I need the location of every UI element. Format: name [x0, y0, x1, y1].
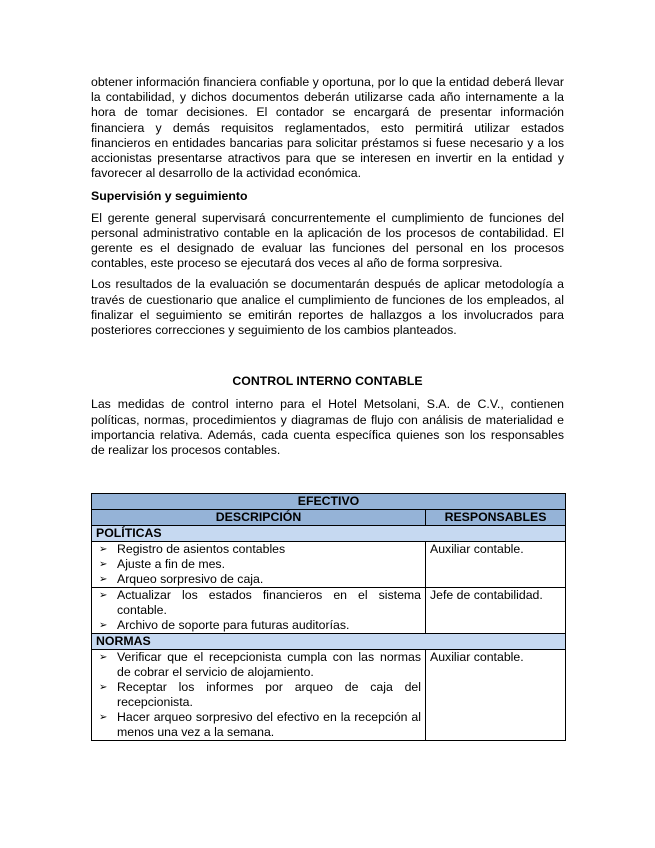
section-title: POLÍTICAS	[92, 526, 566, 542]
list-item	[96, 542, 421, 557]
table-title-row	[92, 494, 566, 510]
description-list	[96, 588, 421, 633]
arrow-bullet-icon: ➢	[99, 590, 108, 602]
description-cell	[92, 542, 426, 588]
arrow-bullet-icon: ➢	[99, 559, 108, 571]
section-title: NORMAS	[92, 634, 566, 650]
description-cell	[92, 588, 426, 634]
list-item-text: Registro de asientos contables	[117, 542, 286, 557]
supervision-paragraph-2: Los resultados de la evaluación se documentarán después de aplicar metodología a través de cuestionario que analice el cumplimiento de funciones de los empleados, al finalizar el seguimiento se emitirán reportes de hallazgos a los involucrados para posteriores correcciones y seguimiento de los cambios planteados.	[91, 277, 564, 338]
list-item-text: Hacer arqueo sorpresivo del efectivo en la recepción al menos una vez a la semana.	[117, 710, 421, 740]
column-header-descripcion: DESCRIPCIÓN	[92, 510, 426, 526]
control-interno-paragraph: Las medidas de control interno para el Hotel Metsolani, S.A. de C.V., contienen políticas, normas, procedimientos y diagramas de flujo con análisis de materialidad e importancia relativa. Además, cada cuenta específica quienes son los responsables de realizar los procesos contables.	[91, 397, 564, 458]
responsable-cell: Auxiliar contable.	[426, 650, 566, 741]
list-item-text: Archivo de soporte para futuras auditorías.	[117, 618, 350, 633]
responsable-cell: Auxiliar contable.	[426, 542, 566, 588]
list-item-text: Receptar los informes por arqueo de caja del recepcionista.	[117, 680, 421, 710]
table-row	[92, 542, 566, 588]
efectivo-table	[91, 493, 566, 741]
list-item	[96, 710, 421, 740]
description-cell	[92, 650, 426, 741]
intro-paragraph: obtener información financiera confiable y oportuna, por lo que la entidad deberá llevar la contabilidad, y dichos documentos deberán utilizarse cada año internamente a la hora de tomar decisiones. El contador se encargará de presentar información financiera y demás requisitos reglamentados, esto permitirá utilizar estados financieros en entidades bancarias para solicitar préstamos si fuese necesario y a los accionistas presentarse atractivos para que se interesen en invertir en la entidad y favorecer al desarrollo de la actividad económica.	[91, 75, 564, 181]
responsable-cell: Jefe de contabilidad.	[426, 588, 566, 634]
list-item	[96, 572, 421, 587]
arrow-bullet-icon: ➢	[99, 574, 108, 586]
table-section-row	[92, 526, 566, 542]
arrow-bullet-icon: ➢	[99, 652, 108, 664]
supervision-paragraph-1: El gerente general supervisará concurrentemente el cumplimiento de funciones del personal administrativo contable en la aplicación de los procesos de contabilidad. El gerente es el designado de evaluar las funciones del personal en los procesos contables, este proceso se ejecutará dos veces al año de forma sorpresiva.	[91, 210, 564, 271]
list-item-text: Verificar que el recepcionista cumpla con las normas de cobrar el servicio de alojamiento.	[117, 650, 421, 680]
table-row	[92, 588, 566, 634]
list-item	[96, 650, 421, 680]
table-header-row	[92, 510, 566, 526]
table-row	[92, 650, 566, 741]
page-content	[91, 75, 564, 741]
list-item-text: Actualizar los estados financieros en el sistema contable.	[117, 588, 421, 618]
supervision-heading: Supervisión y seguimiento	[91, 189, 248, 204]
column-header-responsables: RESPONSABLES	[426, 510, 566, 526]
control-interno-heading: CONTROL INTERNO CONTABLE	[232, 374, 423, 389]
arrow-bullet-icon: ➢	[99, 544, 108, 556]
arrow-bullet-icon: ➢	[99, 712, 108, 724]
description-list	[96, 650, 421, 740]
list-item-text: Arqueo sorpresivo de caja.	[117, 572, 264, 587]
list-item	[96, 618, 421, 633]
description-list	[96, 542, 421, 587]
list-item	[96, 680, 421, 710]
table-title: EFECTIVO	[92, 494, 566, 510]
table-section-row	[92, 634, 566, 650]
list-item-text: Ajuste a fin de mes.	[117, 557, 225, 572]
list-item	[96, 557, 421, 572]
list-item	[96, 588, 421, 618]
arrow-bullet-icon: ➢	[99, 682, 108, 694]
arrow-bullet-icon: ➢	[99, 620, 108, 632]
